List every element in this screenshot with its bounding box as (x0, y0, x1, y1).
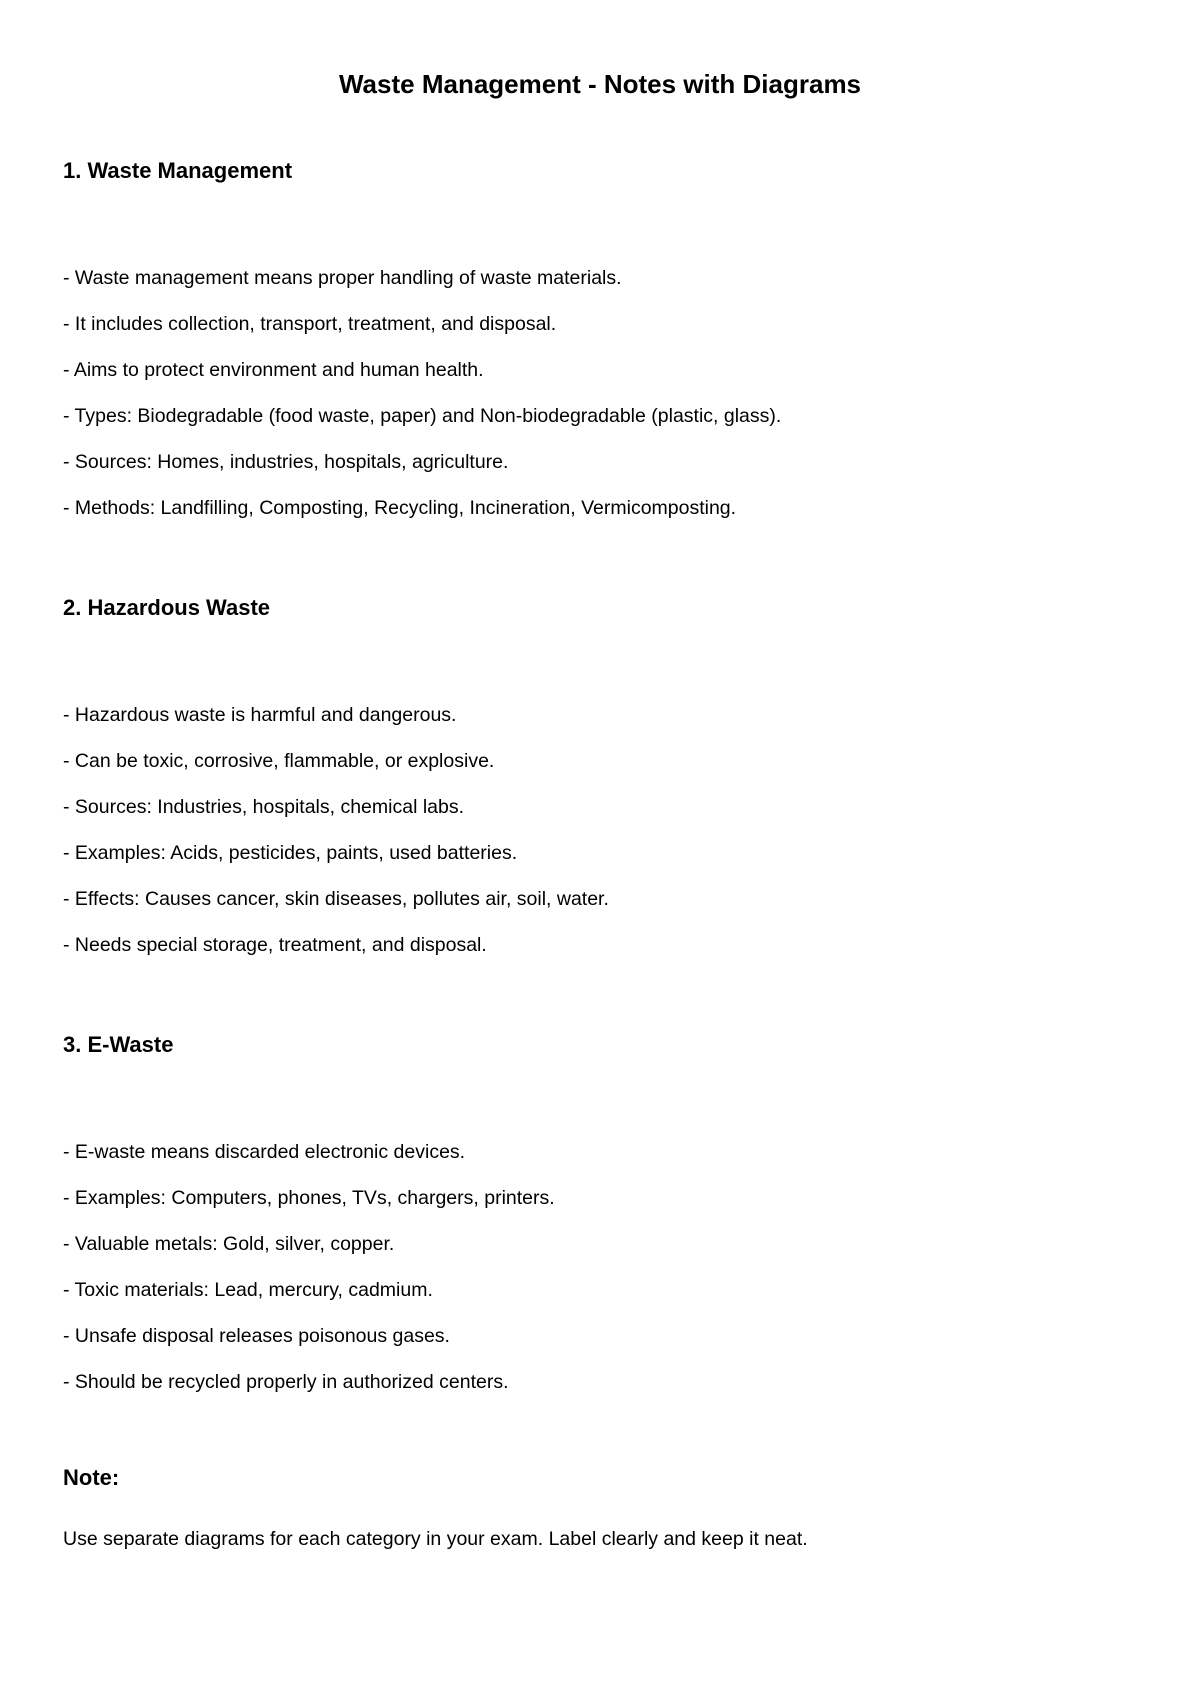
bullet-list (63, 265, 781, 541)
note-section (63, 1464, 1143, 1550)
document-title: Waste Management - Notes with Diagrams (338, 69, 862, 99)
bullet-item: - Can be toxic, corrosive, flammable, or explosive. (63, 750, 495, 772)
section-e-waste (63, 1031, 1143, 1393)
bullet-item: - Types: Biodegradable (food waste, paper) and Non-biodegradable (plastic, glass). (63, 405, 782, 427)
bullet-item: - Sources: Homes, industries, hospitals, agriculture. (63, 451, 509, 473)
bullet-item: - Sources: Industries, hospitals, chemical labs. (63, 796, 465, 818)
bullet-item: - E-waste means discarded electronic devices. (63, 1141, 466, 1163)
bullet-item: - Effects: Causes cancer, skin diseases, pollutes air, soil, water. (63, 888, 609, 910)
section-heading: 2. Hazardous Waste (63, 595, 271, 620)
section-heading: 3. E-Waste (63, 1032, 174, 1057)
bullet-list (63, 1139, 555, 1415)
bullet-item: - It includes collection, transport, treatment, and disposal. (63, 313, 557, 335)
section-heading: 1. Waste Management (63, 158, 293, 183)
bullet-list (63, 702, 609, 978)
bullet-item: - Hazardous waste is harmful and dangerous. (63, 704, 457, 726)
bullet-item: - Valuable metals: Gold, silver, copper. (63, 1233, 395, 1255)
section-waste-management (63, 157, 1143, 519)
bullet-item: - Toxic materials: Lead, mercury, cadmium. (63, 1279, 433, 1301)
note-heading: Note: (63, 1465, 120, 1490)
note-text: Use separate diagrams for each category in your exam. Label clearly and keep it neat. (63, 1528, 808, 1550)
bullet-item: - Examples: Computers, phones, TVs, chargers, printers. (63, 1187, 555, 1209)
bullet-item: - Aims to protect environment and human health. (63, 359, 484, 381)
bullet-item: - Methods: Landfilling, Composting, Recycling, Incineration, Vermicomposting. (63, 497, 737, 519)
bullet-item: - Should be recycled properly in authorized centers. (63, 1371, 509, 1393)
section-hazardous-waste (63, 594, 1143, 956)
bullet-item: - Needs special storage, treatment, and disposal. (63, 934, 487, 956)
bullet-item: - Waste management means proper handling of waste materials. (63, 267, 622, 289)
bullet-item: - Examples: Acids, pesticides, paints, used batteries. (63, 842, 518, 864)
bullet-item: - Unsafe disposal releases poisonous gases. (63, 1325, 450, 1347)
